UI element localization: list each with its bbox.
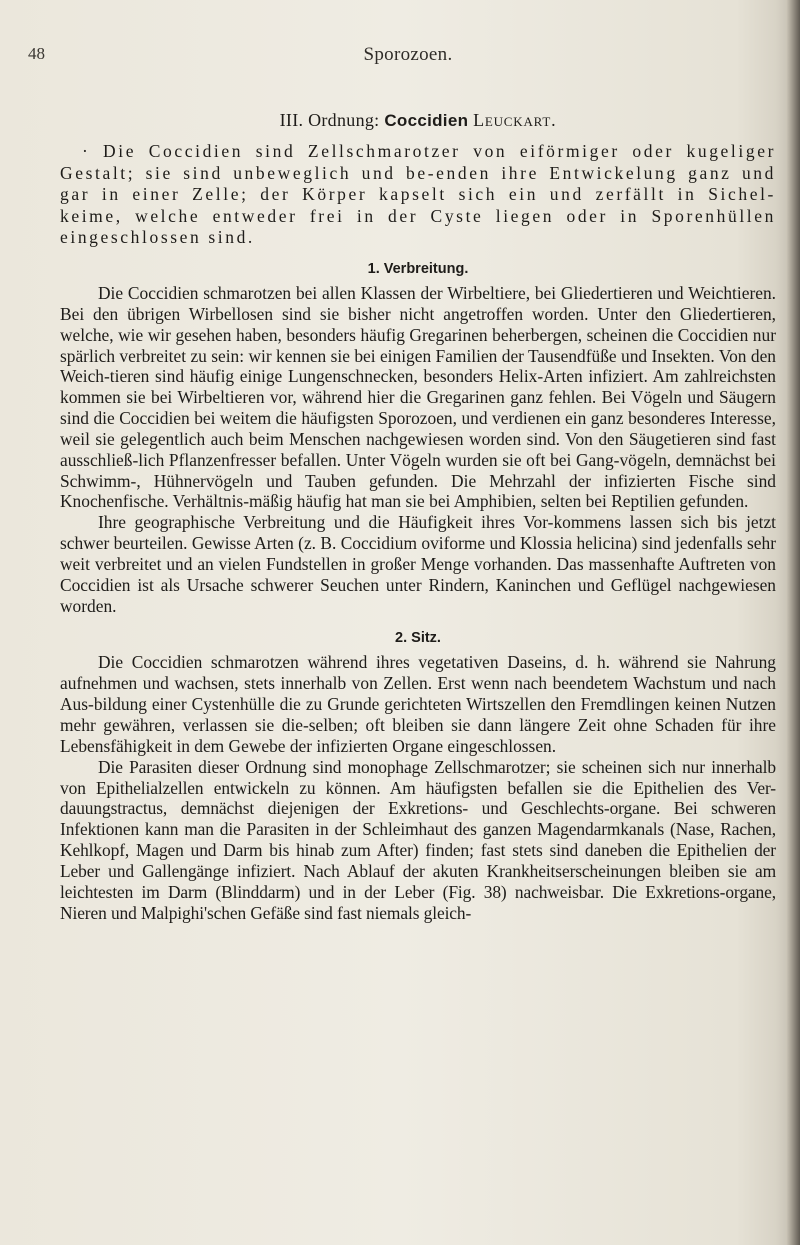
page-edge-shadow — [786, 0, 800, 1245]
paragraph: Die Parasiten dieser Ordnung sind monophage Zellschmarotzer; sie scheinen sich nur innerhalb von Epithelialzellen entwickeln zu können. Am häufigsten befallen sie die Epithelien des Ver-dauungstractus, demnächst diejenigen der Exkretions- und Geschlechts-organe. Bei schweren Infektionen kann man die Parasiten in der Schleimhaut des ganzen Magendarmkanals (Nase, Rachen, Kehlkopf, Magen und Darm bis hinab zum After) finden; fast stets sind daneben die Epithelien der Leber und Gallengänge infiziert. Nach Ablauf der akuten Krankheitserscheinungen bleiben sie am leichtesten im Darm (Blinddarm) und in der Leber (Fig. 38) nachweisbar. Die Exkretions-organe, Nieren und Malpighi'schen Gefäße sind fast niemals gleich- — [60, 756, 776, 923]
running-header — [28, 44, 788, 74]
text-body — [60, 110, 776, 923]
page-number: 48 — [28, 44, 45, 63]
chapter-author: Leuckart. — [473, 110, 557, 130]
chapter-label: III. Ordnung: — [279, 110, 380, 130]
paragraph: Die Coccidien schmarotzen während ihres vegetativen Daseins, d. h. während sie Nahrung aufnehmen und wachsen, stets innerhalb von Zellen. Erst wenn nach beendetem Wachstum und nach Aus-bildung einer Cystenhülle die zu Grunde gerichteten Wirtszellen den Fremdlingen keinen Nutzen mehr gewähren, verlassen sie die-selben; oft bleiben sie dann längere Zeit ohne Schaden für ihre Lebensfähigkeit in dem Gewebe der infizierten Organe eingeschlossen. — [60, 652, 776, 756]
intro-paragraph: · Die Coccidien sind Zellschmarotzer von eiförmiger oder kugeliger Gestalt; sie sind unbeweglich und be-enden ihre Entwickelung ganz und gar in einer Zelle; der Körper kapselt sich ein und zerfällt in Sichel-keime, welche entweder frei in der Cyste liegen oder in Sporenhüllen eingeschlossen sind. — [60, 141, 776, 248]
chapter-name: Coccidien — [384, 111, 469, 130]
chapter-heading — [60, 110, 776, 131]
section-heading-verbreitung: 1. Verbreitung. — [367, 260, 469, 277]
section-heading-sitz: 2. Sitz. — [395, 630, 441, 647]
running-title: Sporozoen. — [363, 44, 453, 65]
paragraph: Ihre geographische Verbreitung und die Häufigkeit ihres Vor-kommens lassen sich bis jetzt schwer beurteilen. Gewisse Arten (z. B. Coccidium oviforme und Klossia helicina) sind jedenfalls sehr weit verbreitet und an vielen Fundstellen in großer Menge vorhanden. Das massenhafte Auftreten von Coccidien ist als Ursache schwerer Seuchen unter Rindern, Kaninchen und Geflügel nachgewiesen worden. — [60, 512, 776, 616]
paragraph: Die Coccidien schmarotzen bei allen Klassen der Wirbeltiere, bei Gliedertieren und Weichtieren. Bei den übrigen Wirbellosen sind sie bisher nicht angetroffen worden. Unter den Gliedertieren, welche, wie wir gesehen haben, besonders häufig Gregarinen beherbergen, scheinen die Coccidien nur spärlich verbreitet zu sein: wir kennen sie bei einigen Familien der Tausendfüße und Insekten. Von den Weich-tieren sind häufig einige Lungenschnecken, besonders Helix-Arten infiziert. Am zahlreichsten kommen sie bei Wirbeltieren vor, während hier die Gregarinen ganz fehlen. Bei Vögeln und Säugern sind die Coccidien bei weitem die häufigsten Sporozoen, und verdienen ein ganz besonderes Interesse, weil sie gelegentlich auch beim Menschen nachgewiesen worden sind. Von den Säugetieren sind fast ausschließ-lich Pflanzenfresser befallen. Unter Vögeln wurden sie oft bei Gang-vögeln, demnächst bei Schwimm-, Hühnervögeln und Tauben gefunden. Die Mehrzahl der infizierten Fische sind Knochenfische. Verhältnis-mäßig häufig hat man sie bei Amphibien, selten bei Reptilien gefunden. — [60, 282, 776, 512]
